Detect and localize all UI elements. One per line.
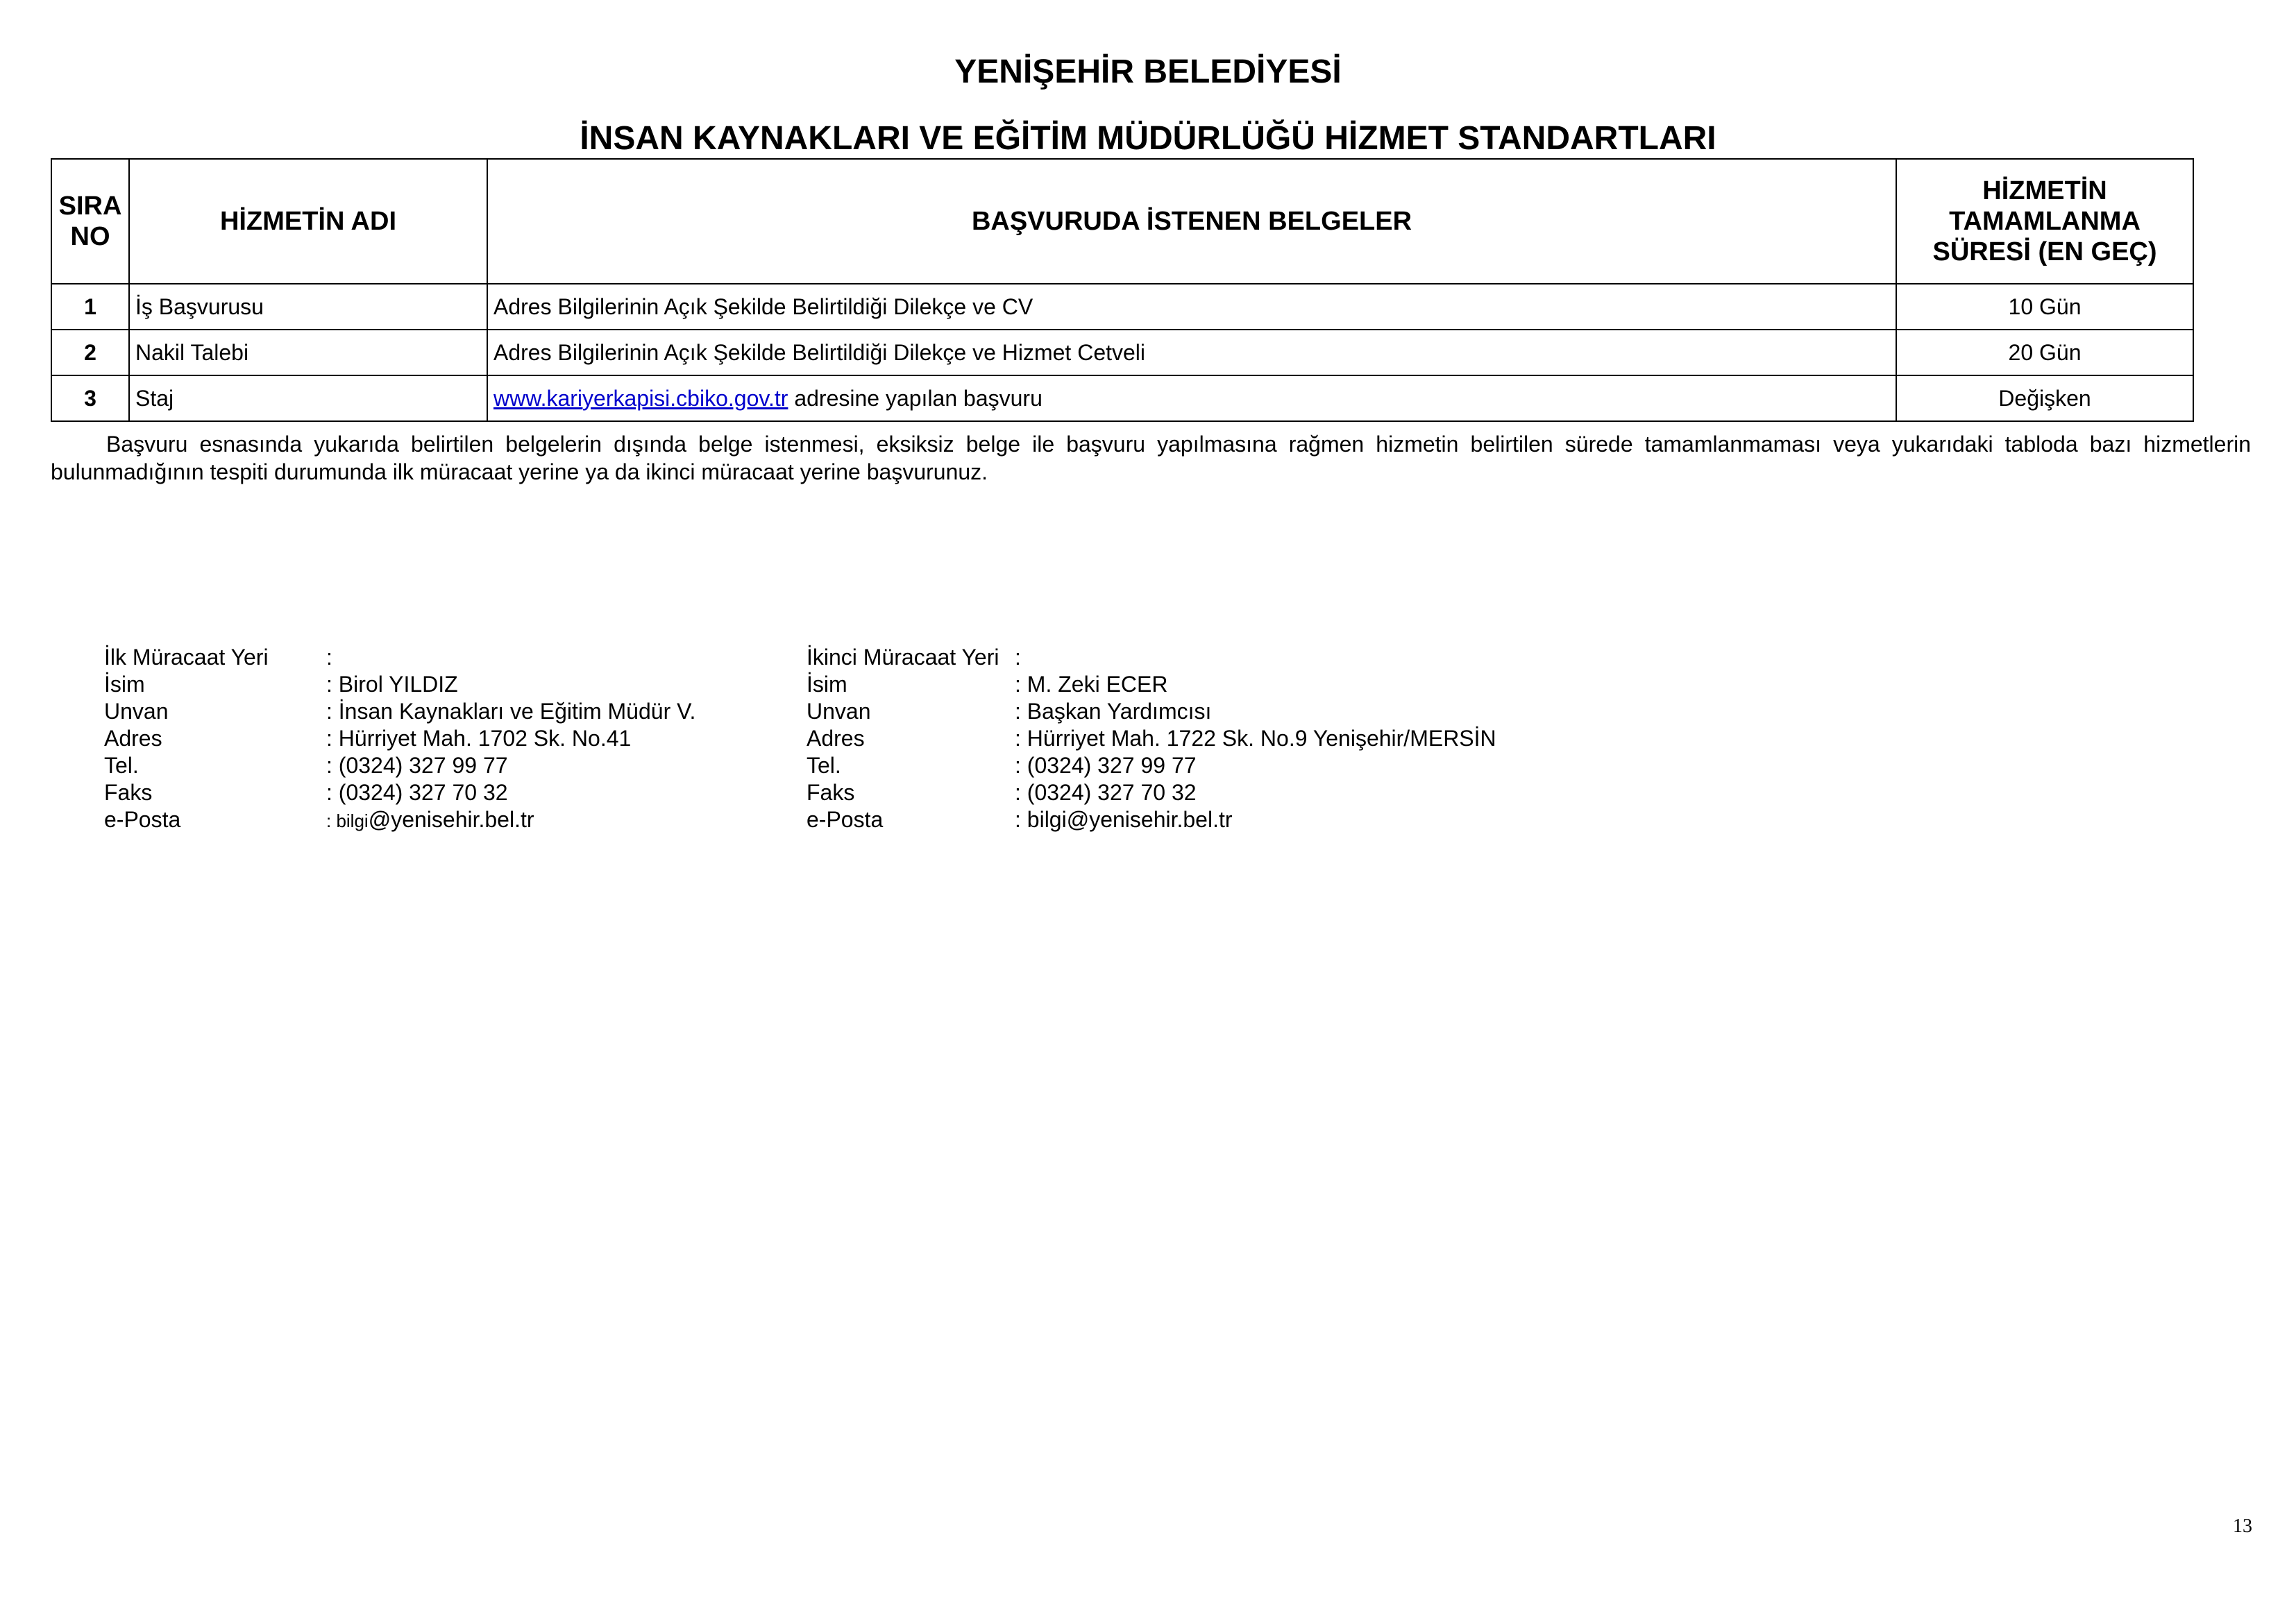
col-header-no: SIRA NO (51, 159, 129, 284)
row-service: Nakil Talebi (129, 330, 487, 375)
row-documents: Adres Bilgilerinin Açık Şekilde Belirtildiği Dilekçe ve CV (487, 284, 1896, 330)
first-contact-heading: İlk Müracaat Yeri (104, 645, 269, 670)
email-rest: @yenisehir.bel.tr (368, 807, 534, 832)
col-header-documents: BAŞVURUDA İSTENEN BELGELER (487, 159, 1896, 284)
field-label: Adres (104, 726, 162, 751)
kariyerkapisi-link[interactable]: www.kariyerkapisi.cbiko.gov.tr (493, 385, 788, 411)
row-no: 3 (51, 375, 129, 421)
col-header-service: HİZMETİN ADI (129, 159, 487, 284)
field-label: İsim (104, 672, 145, 697)
field-label: Faks (104, 780, 153, 805)
row-duration: 10 Gün (1896, 284, 2193, 330)
application-note: Başvuru esnasında yukarıda belirtilen belgelerin dışında belge istenmesi, eksiksiz belge ile başvuru yapılmasına rağmen hizmetin belirtilen sürede tamamlanmaması veya yukarıdaki tabloda bazı hizmetlerin bulunmadığının tespiti durumunda ilk müracaat yerine ya da ikinci müracaat yerine başvurunuz. (51, 432, 2251, 484)
field-label: e-Posta (807, 807, 884, 832)
table-header-row (51, 159, 2193, 284)
page-number: 13 (2233, 1515, 2252, 1537)
field-value: : Birol YILDIZ (326, 672, 458, 697)
page-subtitle: İNSAN KAYNAKLARI VE EĞİTİM MÜDÜRLÜĞÜ HİZMET STANDARTLARI (580, 120, 1716, 157)
table-row (51, 284, 2193, 330)
row-documents (487, 375, 1896, 421)
table-row (51, 330, 2193, 375)
col-header-duration: HİZMETİN TAMAMLANMA SÜRESİ (EN GEÇ) (1896, 159, 2193, 284)
field-value: : M. Zeki ECER (1015, 672, 1168, 697)
second-contact-heading-colon: : (1015, 645, 1021, 670)
table-row (51, 375, 2193, 421)
first-contact-heading-colon: : (326, 645, 332, 670)
second-contact-heading: İkinci Müracaat Yeri (807, 645, 999, 670)
field-value: : (0324) 327 70 32 (326, 780, 508, 805)
field-label: e-Posta (104, 807, 181, 832)
row-service: Staj (129, 375, 487, 421)
field-value: : (0324) 327 99 77 (326, 753, 508, 778)
row-no: 1 (51, 284, 129, 330)
row-documents-rest: adresine yapılan başvuru (788, 385, 1043, 411)
row-duration: Değişken (1896, 375, 2193, 421)
email-prefix: : bilgi (326, 810, 369, 831)
first-contact-block (104, 644, 695, 835)
field-value: : İnsan Kaynakları ve Eğitim Müdür V. (326, 699, 696, 724)
row-duration: 20 Gün (1896, 330, 2193, 375)
row-service: İş Başvurusu (129, 284, 487, 330)
field-label: Unvan (104, 699, 169, 724)
page-title: YENİŞEHİR BELEDİYESİ (954, 53, 1342, 90)
field-value: : Hürriyet Mah. 1702 Sk. No.41 (326, 726, 632, 751)
field-value: : Başkan Yardımcısı (1015, 699, 1212, 724)
field-label: Adres (807, 726, 865, 751)
field-label: Tel. (807, 753, 841, 778)
second-contact-block (807, 644, 1496, 833)
field-label: Tel. (104, 753, 139, 778)
service-standards-table (51, 158, 2194, 422)
field-label: İsim (807, 672, 847, 697)
field-label: Unvan (807, 699, 871, 724)
field-value: : (0324) 327 99 77 (1015, 753, 1197, 778)
field-value: : Hürriyet Mah. 1722 Sk. No.9 Yenişehir/MERSİN (1015, 726, 1496, 751)
row-no: 2 (51, 330, 129, 375)
field-value: : bilgi@yenisehir.bel.tr (1015, 807, 1233, 832)
field-label: Faks (807, 780, 855, 805)
row-documents: Adres Bilgilerinin Açık Şekilde Belirtildiği Dilekçe ve Hizmet Cetveli (487, 330, 1896, 375)
field-value: : (0324) 327 70 32 (1015, 780, 1197, 805)
